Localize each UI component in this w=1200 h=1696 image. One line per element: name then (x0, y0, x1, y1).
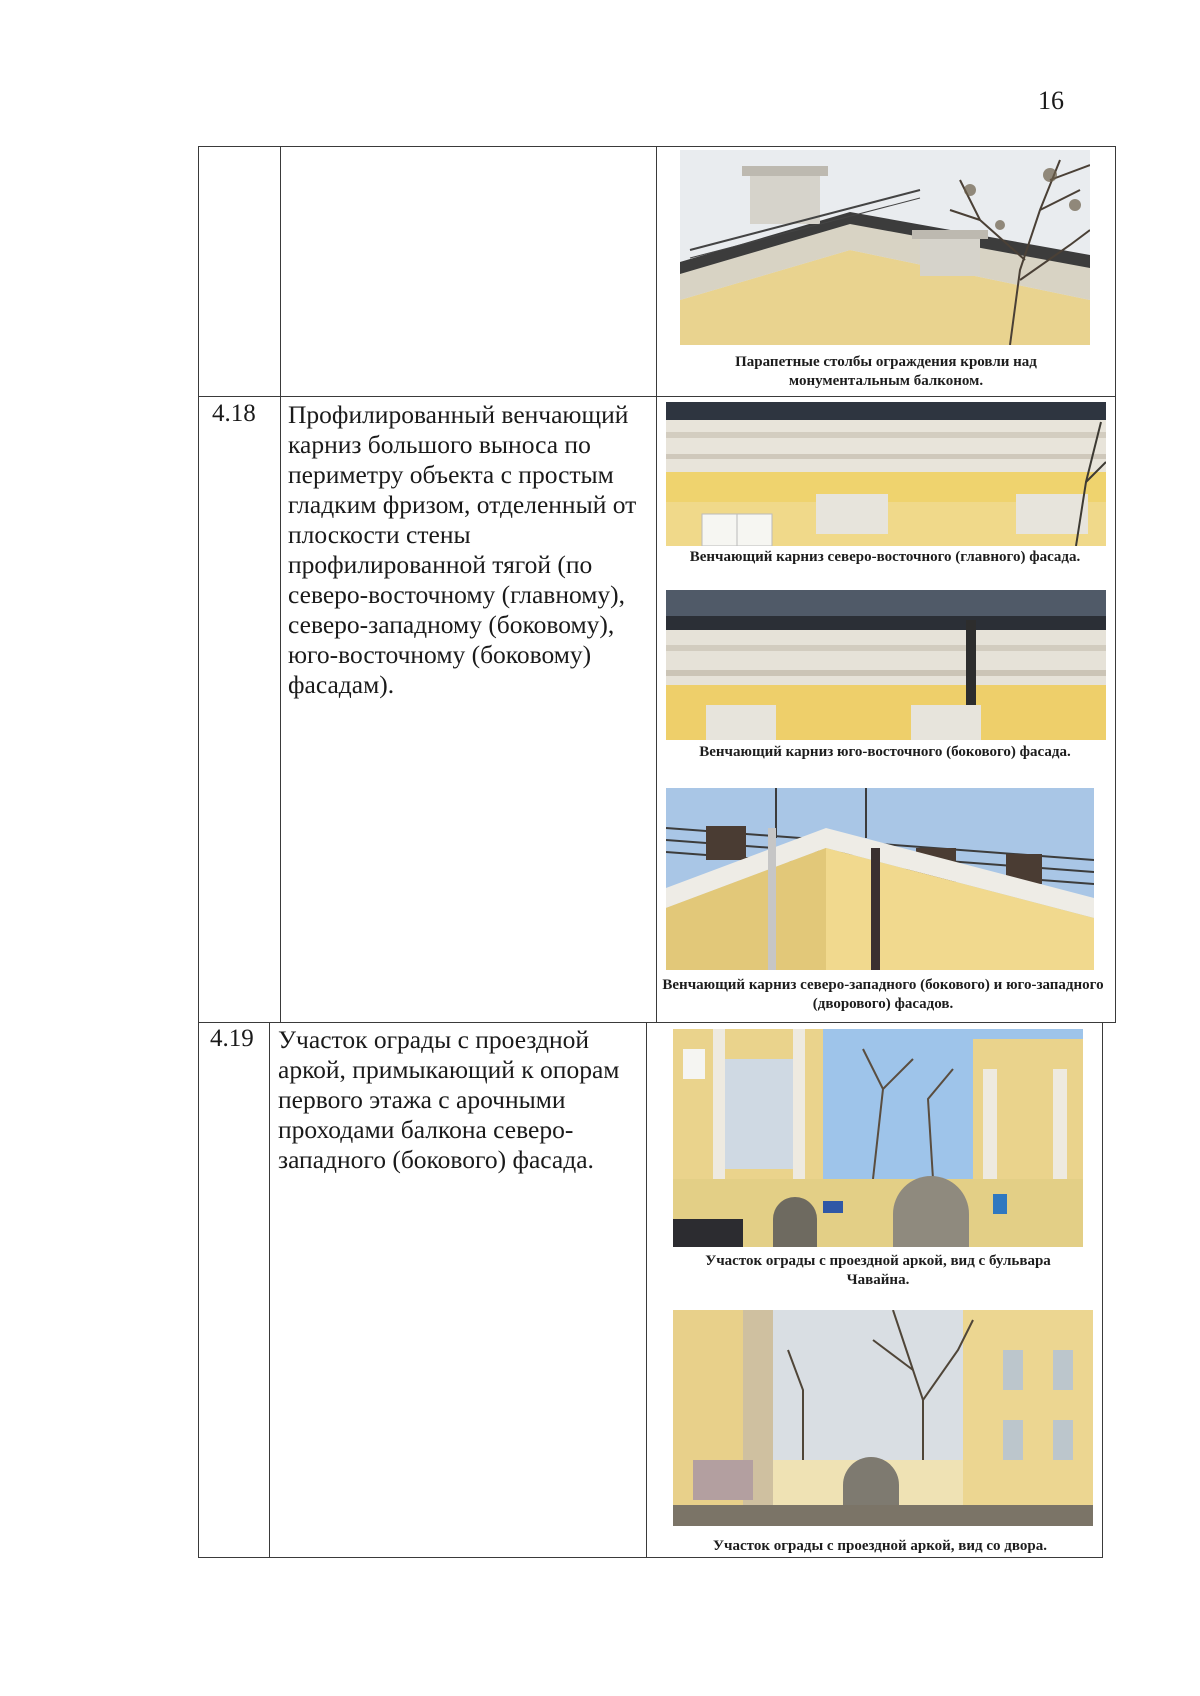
photo-cornice-nw-sw-facades (666, 788, 1094, 970)
page-number: 16 (1038, 86, 1064, 115)
row-description-4-18: Профилированный венчающий карниз большого выноса по периметру объекта с простым гладким фризом, отделенный от плоскости стены профилированной тягой (по северо-восточному (главному), северо-западному (боковому), юго-восточному (боковому) фасадам). (288, 400, 637, 699)
table-line (198, 146, 1116, 147)
table-line (198, 1557, 1103, 1558)
table-line (646, 1022, 647, 1558)
table-line (656, 146, 657, 397)
row-number-4-18: 4.18 (212, 400, 256, 427)
table-line (198, 396, 1116, 397)
photo-arch-from-boulevard (673, 1029, 1083, 1247)
table-line (198, 146, 199, 397)
table-line (656, 396, 657, 1023)
caption-cornice-se-facade: Венчающий карниз юго-восточного (бокового) фасада. (699, 744, 1071, 760)
caption-parapet-posts: Парапетные столбы ограждения кровли над монументальным балконом. (735, 354, 1037, 389)
table-line (198, 396, 199, 1023)
photo-cornice-se-facade (666, 590, 1106, 740)
table-line (280, 396, 281, 1023)
table-line (198, 1022, 1116, 1023)
table-line (1115, 396, 1116, 1023)
caption-arch-from-yard: Участок ограды с проездной аркой, вид со двора. (713, 1538, 1047, 1554)
table-line (198, 1022, 199, 1558)
table-line (280, 146, 281, 397)
table-line (1115, 146, 1116, 397)
row-number-4-19: 4.19 (210, 1025, 254, 1052)
table-line (1102, 1022, 1103, 1558)
caption-cornice-nw-sw-facades: Венчающий карниз северо-западного (бокового) и юго-западного (дворового) фасадов. (662, 977, 1104, 1012)
caption-cornice-ne-facade: Венчающий карниз северо-восточного (главного) фасада. (689, 549, 1081, 565)
photo-arch-from-yard (673, 1310, 1093, 1526)
table-line (269, 1022, 270, 1558)
row-description-4-19: Участок ограды с проездной аркой, примыкающий к опорам первого этажа с арочными проходами балкона северо-западного (бокового) фасада. (278, 1025, 620, 1174)
caption-arch-from-boulevard: Участок ограды с проездной аркой, вид с бульвара Чавайна. (705, 1253, 1051, 1288)
photo-cornice-ne-facade (666, 402, 1106, 546)
photo-parapet-posts (680, 150, 1090, 345)
